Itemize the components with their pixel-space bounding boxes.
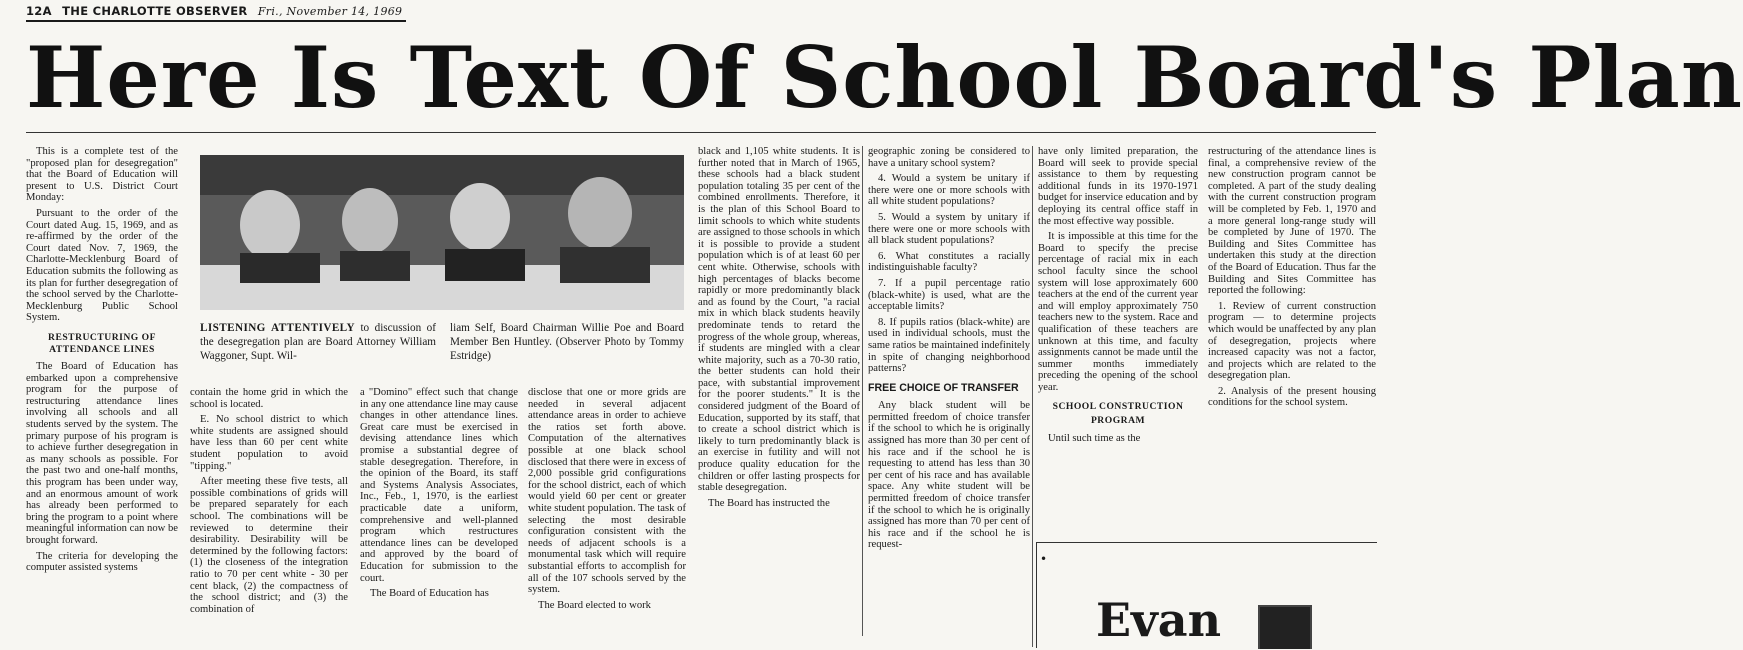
- paper-name: THE CHARLOTTE OBSERVER: [62, 4, 248, 18]
- col3-domino: a "Domino" effect such that change in any one attendance line may cause changes in other attendance lines. Great care must be exercised in devising attendance lines which promise a substantial degree of stable desegregation. Therefore, in the opinion of the Board, its staff and Systems Analysis Associates, Inc., Feb., 1, 1970, is the earliest practicable date a uniform, comprehensive and well-planned program which restructures attendance lines can be developed and approved by the board of Education for submission to the court.: [360, 387, 518, 584]
- column-8: [1208, 146, 1376, 536]
- col6-q6: 6. What constitutes a racially indistinguishable faculty?: [868, 250, 1030, 274]
- column-divider: [1032, 146, 1033, 647]
- col3-board: The Board of Education has: [370, 588, 489, 600]
- headline-rule: [26, 132, 1376, 133]
- column-1: [26, 146, 178, 647]
- column-6: [868, 146, 1030, 647]
- col6-zoning: geographic zoning be considered to have a unitary school system?: [868, 146, 1030, 169]
- ad-bullet: •: [1040, 552, 1048, 566]
- col7-subhead-1: SCHOOL CONSTRUCTION: [1052, 401, 1184, 413]
- column-3: [360, 387, 518, 647]
- col6-subhead: FREE CHOICE OF TRANSFER: [868, 381, 1019, 394]
- col1-pursuant: Pursuant to the order of the Court dated Aug. 15, 1969, and as re-affirmed by the order of the Court dated Nov. 7, 1969, the Charlotte-Mecklenburg Board of Education submits the following as its plan for further desegregation of the school served by the Charlotte-Mecklenburg Public School System.: [26, 207, 178, 324]
- col2-home-grid: contain the home grid in which the school is located.: [190, 387, 348, 410]
- col1-intro: This is a complete test of the "proposed plan for desegregation" that the Board of Education will present to U.S. District Court Monday:: [26, 146, 178, 204]
- col6-q5: 5. Would a system by unitary if there were one or more schools with all black student populations?: [868, 211, 1030, 247]
- col2-tests: After meeting these five tests, all possible combinations of grids will be prepared separately for each school. The combinations will be reviewed to determine their desirability. Desirability will be determined by the following factors: (1) the closeness of the integration ratio to 70 per cent white - 30 per cent black, (2) the compactness of the school district; and (3) the combination of: [190, 476, 348, 615]
- caption-text-b: liam Self, Board Chairman Willie Poe and Board Member Ben Huntley. (Observer Photo by Tommy Estridge): [450, 322, 684, 362]
- column-2: [190, 387, 348, 647]
- col7-impossible: It is impossible at this time for the Board to specify the precise percentage of racial mix in each school faculty since the school system will lose approximately 600 teachers at the end of the current year and will employ approximately 750 teachers new to the system. Race and qualification of these teachers are unknown at this time, and faculty assignments cannot be made until the summer months immediately preceding the opening of the school year.: [1038, 231, 1198, 393]
- column-4: [528, 387, 686, 647]
- page-number: 12A: [26, 4, 52, 18]
- col6-q4: 4. Would a system be unitary if there were one or more schools with all white student populations?: [868, 173, 1030, 208]
- column-divider: [862, 146, 863, 636]
- col4-elected: The Board elected to work: [538, 599, 651, 611]
- ad-brand-word: Evan: [1096, 593, 1222, 647]
- masthead: [26, 4, 406, 22]
- col8-item-2: 2. Analysis of the present housing conditions for the school system.: [1208, 385, 1376, 409]
- col2-rule-e: E. No school district to which white students are assigned should have less than 60 per cent white student population to avoid "tipping.": [190, 414, 348, 472]
- page-headline: Here Is Text Of School Board's Plan: [26, 28, 1743, 127]
- col1-criteria: The criteria for developing the computer assisted systems: [26, 550, 178, 574]
- column-7: [1038, 146, 1198, 536]
- caption-lead: LISTENING ATTENTIVELY: [200, 322, 355, 334]
- col8-item-1: 1. Review of current construction program — to determine projects which would be unaffected by any plan of desegregation, projects where increased capacity was not a factor, and projects which are related to the desegregation plan.: [1208, 300, 1376, 382]
- col6-transfer: Any black student will be permitted freedom of choice transfer if the school to which he is originally assigned has more than 30 per cent of his race and if the school he is requesting to attend has less than 30 per cent of his race and has available space. Any white student will be permitted freedom of choice transfer if the school to which he is originally assigned has more than 70 per cent of his race and if the school he is request-: [868, 400, 1030, 551]
- col6-q8: 8. If pupils ratios (black-white) are used in individual schools, must the same ratios be maintained indefinitely in spite of changing neighborhood patterns?: [868, 316, 1030, 375]
- col1-subhead: RESTRUCTURING OF ATTENDANCE LINES: [48, 331, 156, 355]
- photo-caption-right: [450, 322, 684, 363]
- col7-until: Until such time as the: [1048, 432, 1141, 444]
- col8-restructuring: restructuring of the attendance lines is final, a comprehensive review of the new construction program cannot be completed. A part of the study dealing with the current construction program will be completed by Feb. 1, 1970 and a more general long-range study will be completed by June of 1970. The Building and Sites Committee has undertaken this study at the direction of the Board of Education. Thus far the Building and Sites Committee has reported the following:: [1208, 146, 1376, 297]
- issue-date: Fri., November 14, 1969: [257, 5, 403, 18]
- board-members-photo: [200, 155, 684, 310]
- col6-q7: 7. If a pupil percentage ratio (black-white) is used, what are the acceptable limits?: [868, 277, 1030, 313]
- column-5: [698, 146, 860, 647]
- col1-restructuring: The Board of Education has embarked upon a comprehensive program for the purpose of restructuring attendance lines involving all schools and all students served by the system. The primary purpose of his program is to achieve further desegregation in as many schools as possible. For the past two and one-half months, this program has been under way, and an enormous amount of work has already been performed to bring the program to a point where meaningful information can now be brought forward.: [26, 361, 178, 546]
- col5-enrollment: black and 1,105 white students. It is further noted that in March of 1965, these schools had a black student population totaling 35 per cent of the combined enrollments. Therefore, it is the plan of this School Board to limit schools to which white students are assigned to those schools in which it is possible to provide a student population which is of at least 60 per cent white. Otherwise, schools with high percentages of blacks become rapidly or more predominantly black and as found by the Court, "a racial mix in which black students heavily predominate tends to retard the progress of the whole group, whereas, if students are mingled with a clear white majority, such as a 70-30 ratio, the better students can hold their pace, with substantial improvement for the poorer students." It is the considered judgment of the Board of Education, supported by its staff, that to create a school district which is likely to turn predominantly black is an exercise in futility and will not produce quality education for the children or offer lasting prospects for stable desegregation.: [698, 146, 860, 494]
- caption-text-a: to discussion of the desegregation plan are Board Attorney William Waggoner, Supt. Wil-: [200, 322, 436, 362]
- photo-caption-left: [200, 322, 436, 363]
- col5-instructed: The Board has instructed the: [708, 497, 830, 509]
- col7-subhead-2: PROGRAM: [1090, 415, 1146, 427]
- col7-preparation: have only limited preparation, the Board will seek to provide special assistance to them by requesting additional funds in its 1970-1971 budget for inservice education and by deploying its central office staff in the most effective way possible.: [1038, 146, 1198, 227]
- col4-grids: disclose that one or more grids are needed in several adjacent attendance areas in order to achieve the ratios set forth above. Computation of the alternatives possible at one black school disclosed that there were in excess of 2,000 possible grid configurations for the school district, each of which would yield 60 per cent or greater white student population. The task of selecting the most desirable configuration consistent with the needs of adjacent schools is a monumental task which will require substantial efforts to accomplish for all of the 107 schools served by the system.: [528, 387, 686, 596]
- ad-product-image: [1258, 605, 1312, 649]
